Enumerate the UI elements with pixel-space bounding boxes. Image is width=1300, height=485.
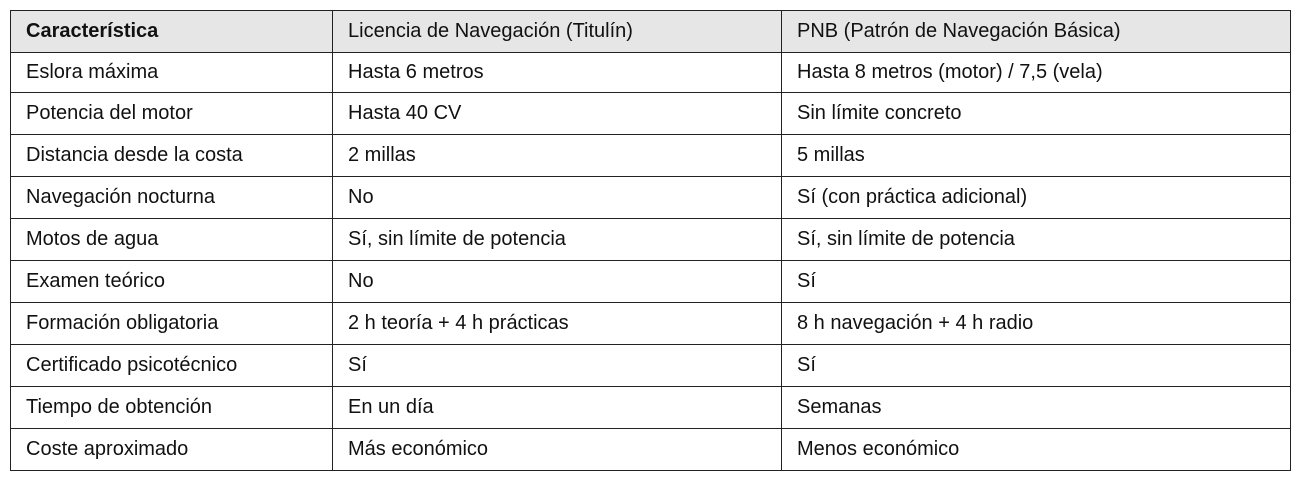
row-label: Eslora máxima bbox=[11, 53, 333, 93]
table-row bbox=[11, 303, 1291, 345]
pnb-value: Semanas bbox=[782, 387, 1291, 429]
pnb-value: Sí bbox=[782, 261, 1291, 303]
licencia-value: 2 h teoría + 4 h prácticas bbox=[333, 303, 782, 345]
licencia-value: No bbox=[333, 177, 782, 219]
table-row bbox=[11, 429, 1291, 471]
row-label: Navegación nocturna bbox=[11, 177, 333, 219]
pnb-value: 8 h navegación + 4 h radio bbox=[782, 303, 1291, 345]
row-label: Distancia desde la costa bbox=[11, 135, 333, 177]
licencia-value: En un día bbox=[333, 387, 782, 429]
row-label: Examen teórico bbox=[11, 261, 333, 303]
table-row bbox=[11, 261, 1291, 303]
row-label: Formación obligatoria bbox=[11, 303, 333, 345]
table-row bbox=[11, 135, 1291, 177]
row-label: Coste aproximado bbox=[11, 429, 333, 471]
table-header-row bbox=[11, 11, 1291, 53]
comparison-table bbox=[10, 10, 1291, 471]
row-label: Tiempo de obtención bbox=[11, 387, 333, 429]
licencia-value: Hasta 6 metros bbox=[333, 53, 782, 93]
licencia-value: Sí, sin límite de potencia bbox=[333, 219, 782, 261]
licencia-value: Hasta 40 CV bbox=[333, 93, 782, 135]
licencia-value: Sí bbox=[333, 345, 782, 387]
pnb-value: Sí bbox=[782, 345, 1291, 387]
pnb-value: 5 millas bbox=[782, 135, 1291, 177]
pnb-value: Hasta 8 metros (motor) / 7,5 (vela) bbox=[782, 53, 1291, 93]
pnb-value: Sí (con práctica adicional) bbox=[782, 177, 1291, 219]
table-row bbox=[11, 345, 1291, 387]
table-row bbox=[11, 53, 1291, 93]
table-row bbox=[11, 219, 1291, 261]
licencia-value: 2 millas bbox=[333, 135, 782, 177]
pnb-value: Sí, sin límite de potencia bbox=[782, 219, 1291, 261]
pnb-value: Sin límite concreto bbox=[782, 93, 1291, 135]
table-row bbox=[11, 93, 1291, 135]
header-licencia-navegacion: Licencia de Navegación (Titulín) bbox=[333, 11, 782, 53]
header-pnb: PNB (Patrón de Navegación Básica) bbox=[782, 11, 1291, 53]
row-label: Certificado psicotécnico bbox=[11, 345, 333, 387]
row-label: Potencia del motor bbox=[11, 93, 333, 135]
table-row bbox=[11, 177, 1291, 219]
licencia-value: Más económico bbox=[333, 429, 782, 471]
header-caracteristica: Característica bbox=[11, 11, 333, 53]
table-row bbox=[11, 387, 1291, 429]
row-label: Motos de agua bbox=[11, 219, 333, 261]
pnb-value: Menos económico bbox=[782, 429, 1291, 471]
licencia-value: No bbox=[333, 261, 782, 303]
